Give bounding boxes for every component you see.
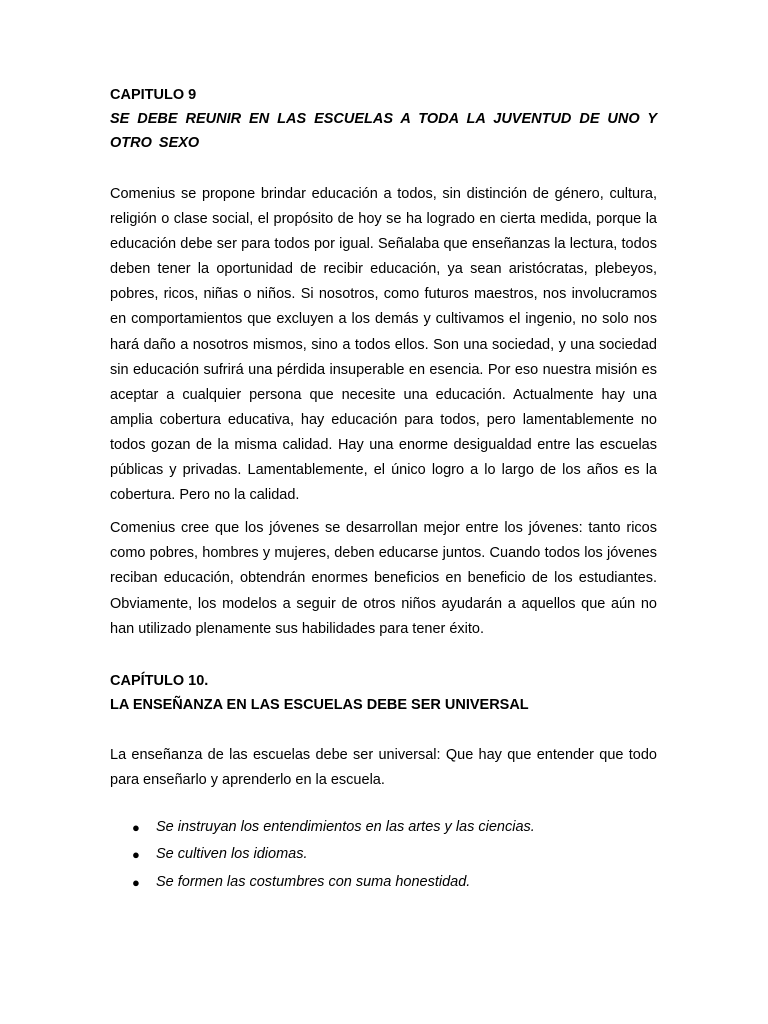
- chapter-9-paragraph-2: Comenius cree que los jóvenes se desarrollan mejor entre los jóvenes: tanto ricos como pobres, hombres y mujeres, deben educarse juntos. Cuando todos los jóvenes reciban educación, obtendrán enormes beneficios en beneficio de los estudiantes. Obviamente, los modelos a seguir de otros niños ayudarán a aquellos que aún no han utilizado plenamente sus habilidades para tener éxito.: [110, 520, 657, 637]
- chapter-9-label: CAPITULO 9: [110, 87, 197, 103]
- list-item-text: Se instruyan los entendimientos en las artes y las ciencias.: [156, 818, 535, 835]
- bullet-icon: ●: [132, 847, 140, 863]
- list-item: [110, 814, 657, 842]
- chapter-10-label: CAPÍTULO 10.: [110, 672, 209, 689]
- chapter-9-subtitle: SE DEBE REUNIR EN LAS ESCUELAS A TODA LA JUVENTUD DE UNO Y OTRO SEXO: [110, 111, 657, 151]
- chapter-10-paragraph: La enseñanza de las escuelas debe ser universal: Que hay que entender que todo para enseñarlo y aprenderlo en la escuela.: [110, 746, 657, 788]
- bullet-icon: ●: [132, 874, 140, 890]
- list-item-text: Se formen las costumbres con suma honestidad.: [156, 873, 471, 890]
- list-item-text: Se cultiven los idiomas.: [156, 846, 308, 863]
- list-item: [110, 841, 657, 869]
- document-page: [110, 83, 657, 896]
- bullet-icon: ●: [132, 819, 140, 835]
- list-item: [110, 869, 657, 897]
- chapter-10-title: LA ENSEÑANZA EN LAS ESCUELAS DEBE SER UNIVERSAL: [110, 696, 529, 713]
- chapter-9-paragraph-1: Comenius se propone brindar educación a todos, sin distinción de género, cultura, religión o clase social, el propósito de hoy se ha logrado en cierta medida, porque la educación debe ser para todos por igual. Señalaba que enseñanzas la lectura, todos deben tener la oportunidad de recibir educación, ya sean aristócratas, plebeyos, pobres, ricos, niñas o niños. Si nosotros, como futuros maestros, nos involucramos en comportamientos que excluyen a los demás y cultivamos el ingenio, no solo nos hará daño a nosotros mismos, sino a todos ellos. Son una sociedad, y una sociedad sin educación sufrirá una pérdida insuperable en esencia. Por eso nuestra misión es aceptar a cualquier persona que necesite una educación. Actualmente hay una amplia cobertura educativa, hay educación para todos, pero lamentablemente no todos gozan de la misma calidad. Hay una enorme desigualdad entre las escuelas públicas y privadas. Lamentablemente, el único logro a lo largo de los años es la cobertura. Pero no la calidad.: [110, 186, 657, 504]
- chapter-10-bullet-list: [110, 814, 657, 897]
